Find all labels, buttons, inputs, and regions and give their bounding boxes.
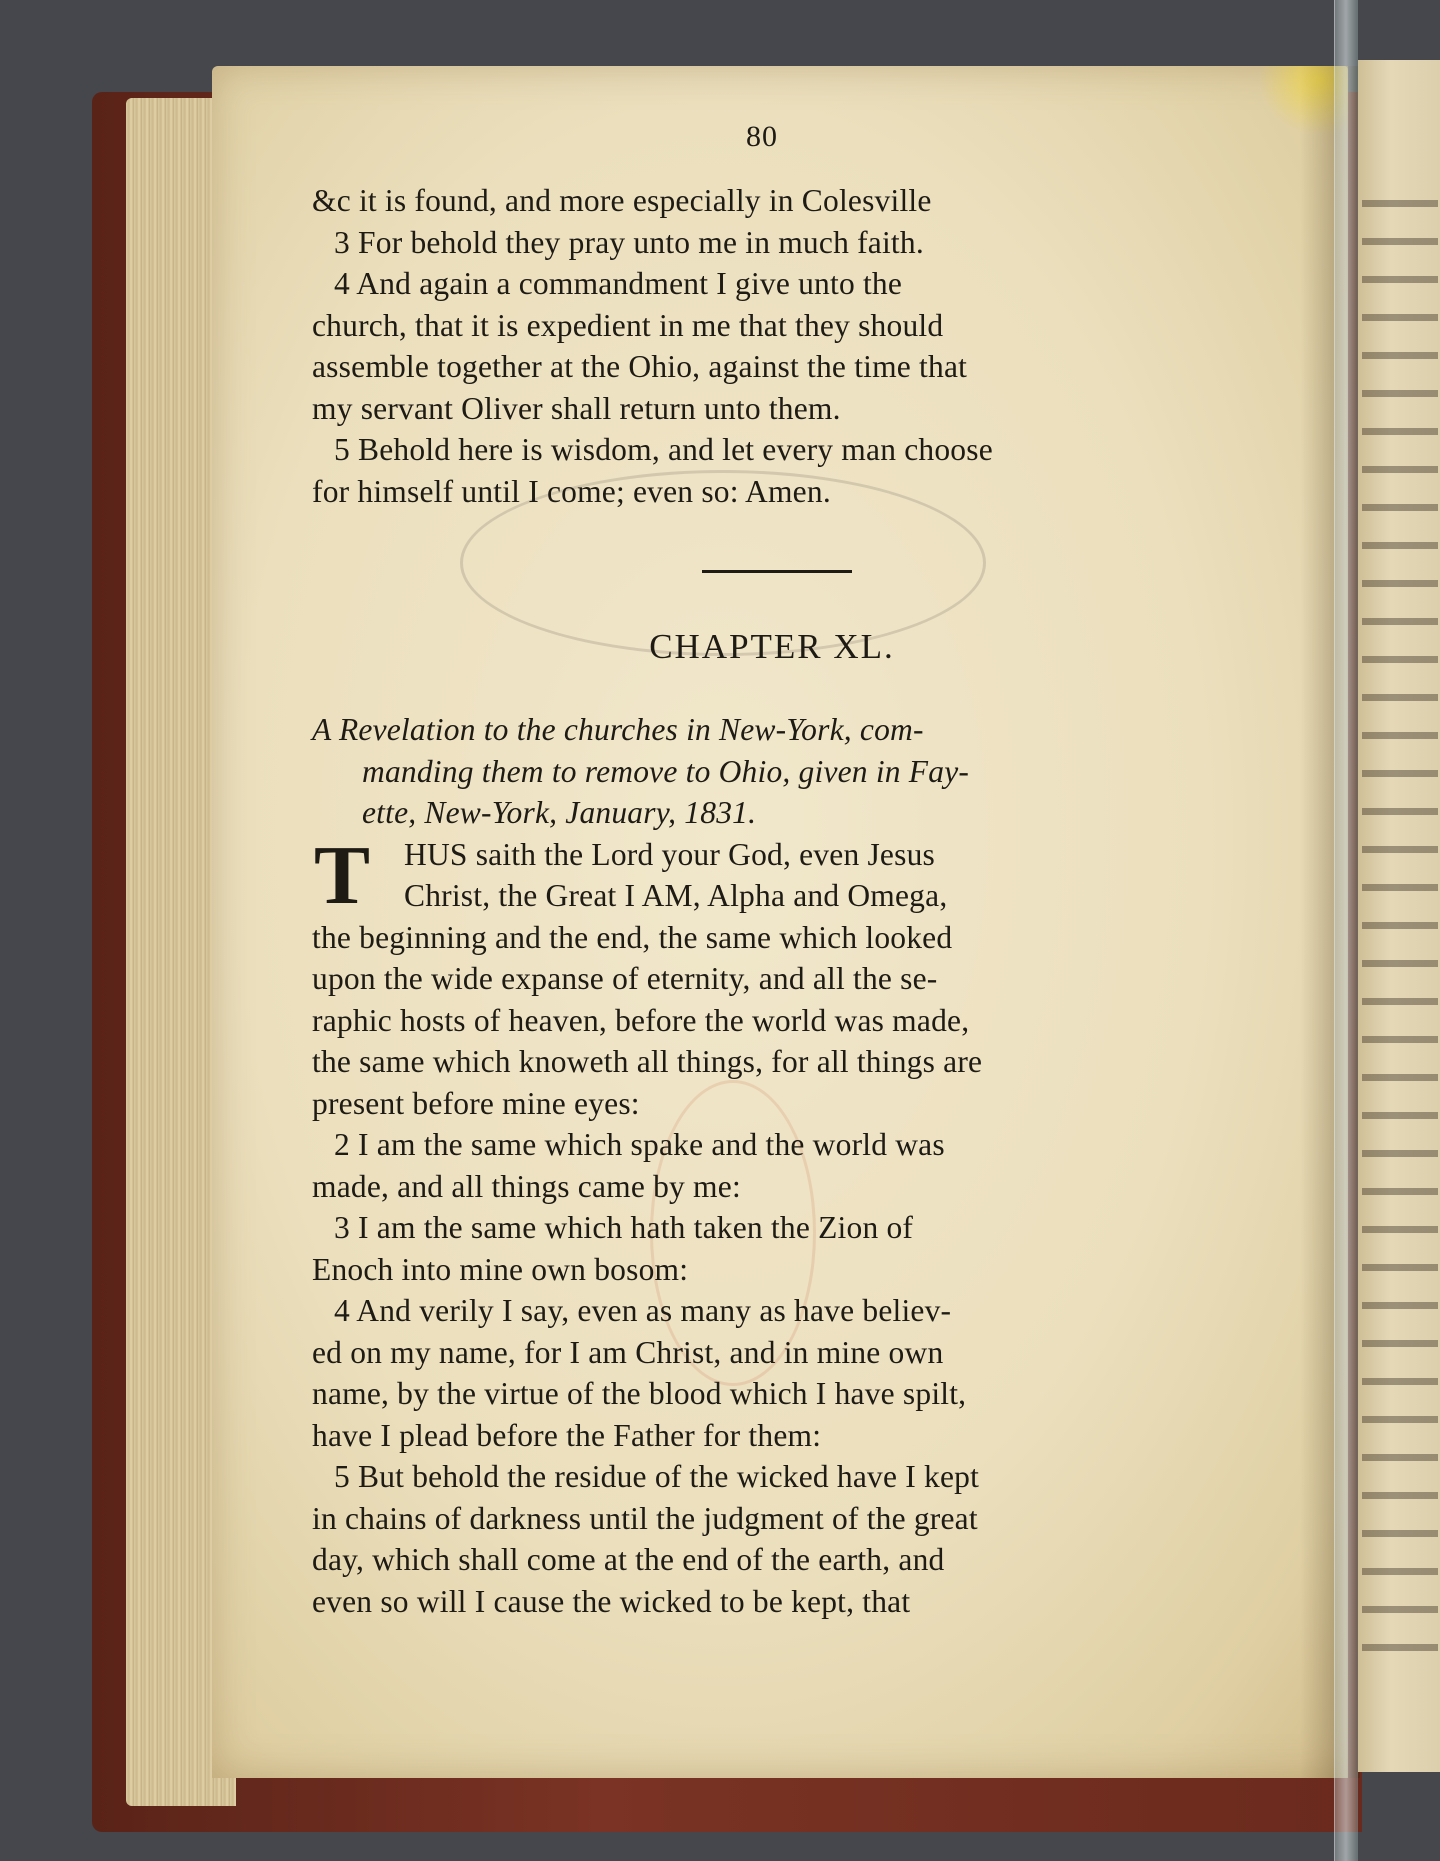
text-line: 5 Behold here is wisdom, and let every man choose [334, 432, 993, 467]
text-line: 3 I am the same which hath taken the Zion of [334, 1210, 914, 1245]
text-line: have I plead before the Father for them: [312, 1417, 822, 1453]
text-line: HUS saith the Lord your God, even Jesus [404, 836, 935, 872]
text-line: name, by the virtue of the blood which I have spilt, [312, 1376, 967, 1411]
dropcap-letter: T [314, 828, 371, 922]
section-divider [702, 570, 852, 573]
glass-clamp [1334, 0, 1358, 1861]
text-line: the beginning and the end, the same which looked [312, 919, 953, 955]
chapter-heading-line: manding them to remove to Ohio, given in Fay- [362, 753, 970, 789]
text-line: for himself until I come; even so: Amen. [312, 473, 831, 509]
text-line: 4 And verily I say, even as many as have believ- [334, 1293, 952, 1328]
text-line: the same which knoweth all things, for all things are [312, 1044, 983, 1079]
chapter-title: CHAPTER XL. [649, 627, 895, 666]
text-line: Enoch into mine own bosom: [312, 1251, 689, 1287]
text-line: my servant Oliver shall return unto them. [312, 390, 841, 426]
text-line: in chains of darkness until the judgment of the great [312, 1500, 978, 1536]
text-line: assemble together at the Ohio, against the time that [312, 349, 968, 384]
text-line: church, that it is expedient in me that they should [312, 307, 944, 343]
chapter-heading-line: A Revelation to the churches in New-York, com- [312, 712, 924, 747]
dropcap-paragraph [312, 828, 1212, 922]
text-line: upon the wide expanse of eternity, and all the se- [312, 961, 938, 996]
text-line: &c it is found, and more especially in Colesville [312, 183, 932, 218]
text-line: Christ, the Great I AM, Alpha and Omega, [404, 878, 948, 913]
text-line: raphic hosts of heaven, before the world was made, [312, 1002, 970, 1038]
text-line: 3 For behold they pray unto me in much faith. [334, 224, 924, 260]
text-line: present before mine eyes: [312, 1085, 640, 1121]
page-text [312, 100, 1212, 1622]
text-line: day, which shall come at the end of the earth, and [312, 1542, 945, 1577]
facing-page-text [1362, 200, 1438, 1680]
facing-page [1358, 60, 1440, 1772]
text-line: 2 I am the same which spake and the world was [334, 1127, 945, 1162]
chapter-heading-line: ette, New-York, January, 1831. [362, 795, 757, 830]
text-line: made, and all things came by me: [312, 1168, 741, 1204]
text-line: 5 But behold the residue of the wicked have I kept [334, 1459, 980, 1494]
text-line: even so will I cause the wicked to be kept, that [312, 1583, 911, 1619]
page-number: 80 [746, 120, 778, 153]
text-line: ed on my name, for I am Christ, and in mine own [312, 1334, 944, 1370]
text-line: 4 And again a commandment I give unto the [334, 266, 903, 301]
